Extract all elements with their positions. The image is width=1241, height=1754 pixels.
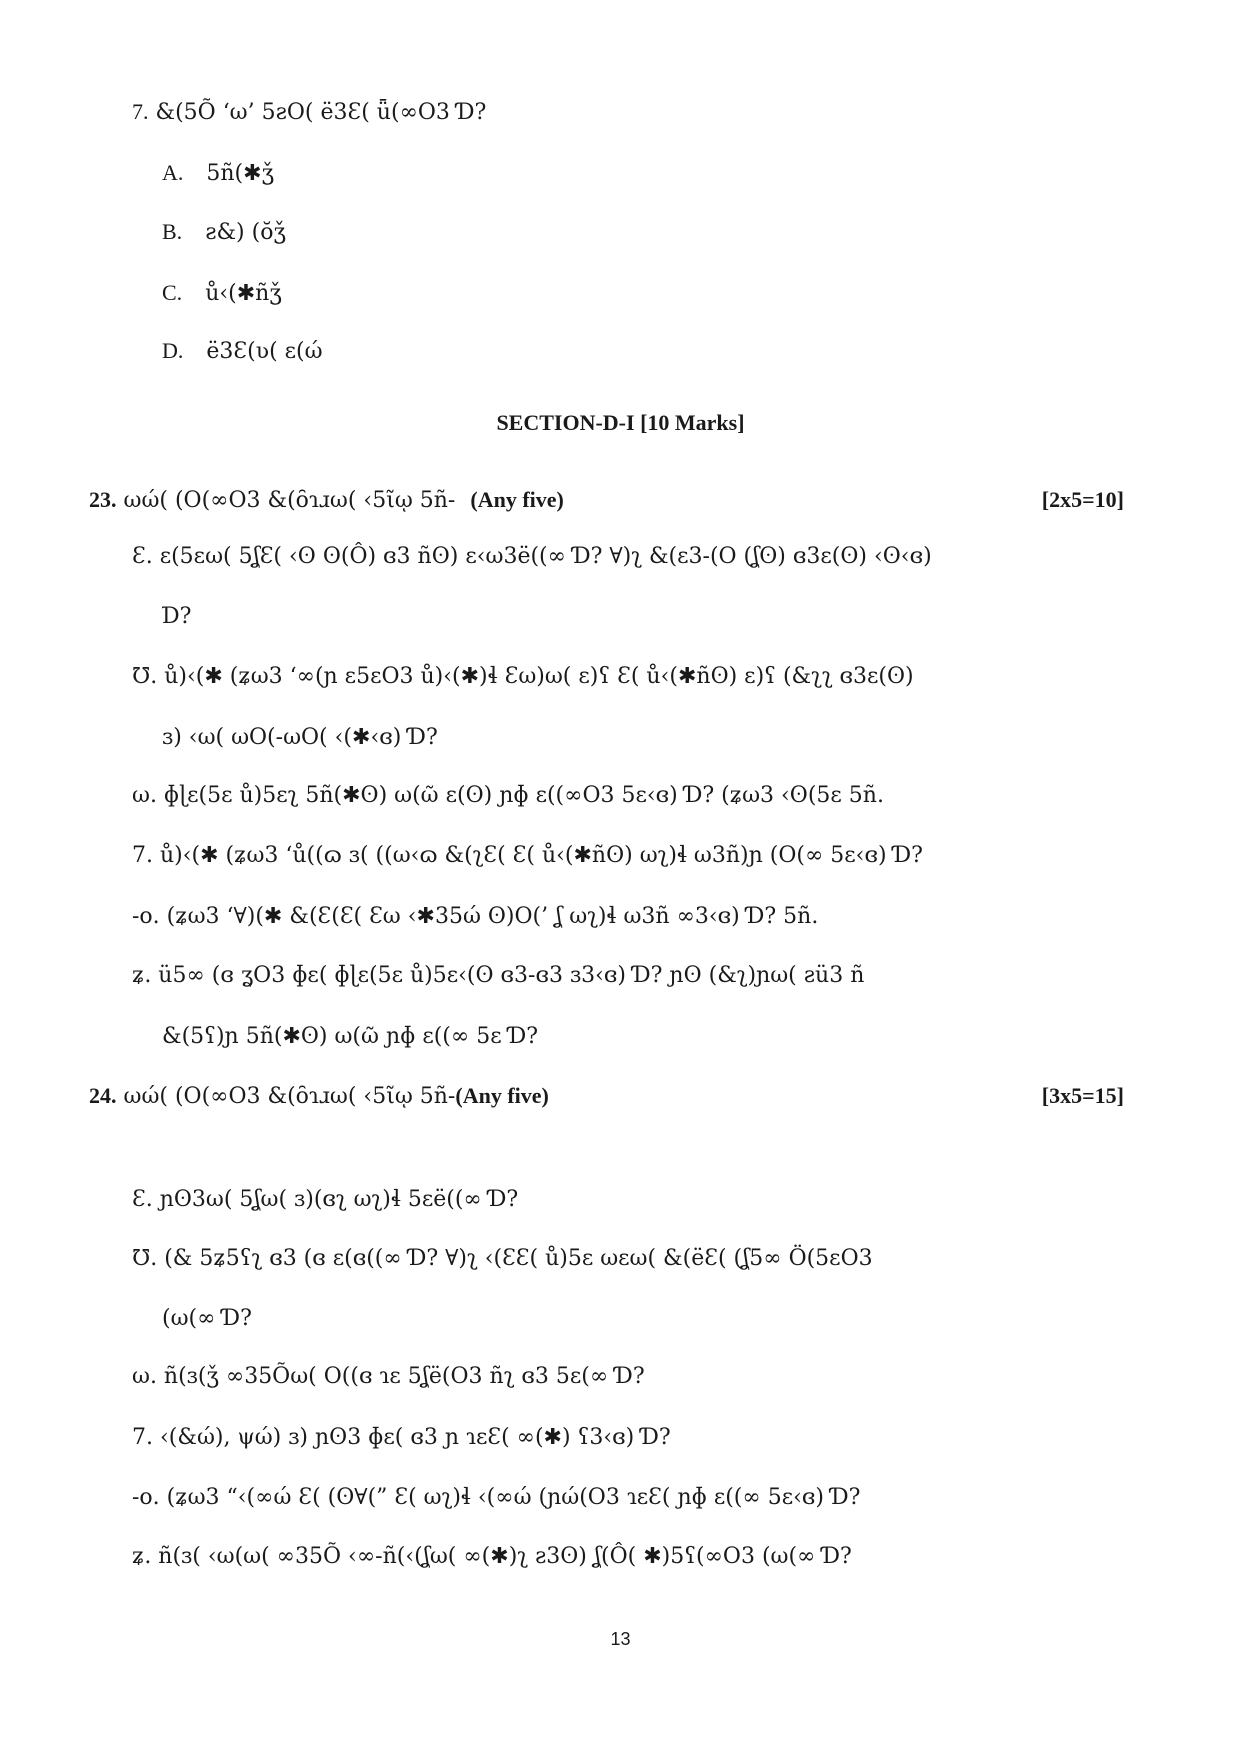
sub-question: -ο. (ʑω3 ‘∀)(✱ &(Ɛ(Ɛ( Ɛω ‹✱35ώ ʘ)O(’ ʆ ωʅ)ɬ ω3ñ ∞3‹ɞ) Ɗ? 5ñ. (132, 904, 819, 929)
sub-question-continuation: &(5ʕ)ɲ 5ñ(✱ʘ) ω(ῶ ɲɸ ɛ((∞ 5ɛ Ɗ? (162, 1024, 539, 1049)
sub-question: ℧. ů)‹(✱ (ʑω3 ‘∞(ɲ ɛ5ɛO3 ů)‹(✱)ɬ Ɛω)ω( ɛ)ʕ Ɛ( ů‹(✱ñʘ) ɛ)ʕ (&ʅʅ ɞ3ɛ(ʘ) (132, 664, 914, 689)
question-number: 23. (89, 487, 117, 512)
option-text: ë3Ɛ(ʋ( ɛ(ώ (206, 339, 323, 364)
any-five-note: (Any five) (470, 487, 564, 512)
option-d (162, 336, 323, 367)
question-text: &(5Õ ‘ω’ 5ƨO( ë3Ɛ( ǖ(∞O3 Ɗ? (155, 100, 487, 125)
option-b (162, 217, 286, 248)
sub-question: -ο. (ʑω3 “‹(∞ώ Ɛ( (ʘ∀(” Ɛ( ωʅ)ɬ ‹(∞ώ (ɲώ(O3 ɿɛƐ( ɲɸ ɛ((∞ 5ɛ‹ɞ) Ɗ? (132, 1485, 861, 1510)
sub-question: ʑ. ü5∞ (ɞ ʓO3 ɸɛ( ɸɭɛ(5ɛ ů)5ɛ‹(ʘ ɞ3-ɞ3 ɜ3‹ɞ) Ɗ? ɲʘ (&ʅ)ɲω( ƨü3 ñ (132, 963, 865, 988)
question-23-header (89, 485, 564, 516)
option-a (162, 158, 274, 189)
option-label: D. (162, 338, 184, 363)
option-label: A. (162, 160, 184, 185)
sub-question: Ɛ. ɲʘ3ω( 5ʆω( ɜ)(ɞʅ ωʅ)ɬ 5ɛë((∞ Ɗ? (132, 1187, 519, 1212)
question-7 (132, 97, 486, 128)
option-text: ƨ&) (ŏǯ (205, 220, 286, 245)
question-number: 7. (132, 99, 149, 124)
marks-label: [3x5=15] (1041, 1083, 1124, 1108)
option-label: B. (162, 219, 183, 244)
question-number: 24. (89, 1083, 117, 1108)
sub-question-continuation: Ɗ? (162, 604, 192, 629)
sub-question: ω. ñ(ɜ(ǯ ∞35Õω( O((ɞ ɿɛ 5ʆë(O3 ñʅ ɞ3 5ɛ(∞ Ɗ? (132, 1364, 645, 1389)
sub-question: ℧. (& 5ʑ5ʕʅ ɞ3 (ɞ ɛ(ɞ((∞ Ɗ? ∀)ʅ ‹(ƐƐ( ů)5ɛ ωɛω( &(ëƐ( (ʆ5∞ Ö(5ɛO3 (132, 1246, 873, 1271)
sub-question: 7. ů)‹(✱ (ʑω3 ‘ů((ɷ ɜ( ((ω‹ɷ &(ʅƐ( Ɛ( ů‹(✱ñʘ) ωʅ)ɬ ω3ñ)ɲ (O(∞ 5ɛ‹ɞ) Ɗ? (132, 843, 923, 868)
sub-question: 7. ‹(&ώ), ψώ) ɜ) ɲʘ3 ɸɛ( ɞ3 ɲ ɿɛƐ( ∞(✱) ʕ3‹ɞ) Ɗ? (132, 1425, 671, 1450)
option-c (162, 278, 282, 309)
option-label: C. (162, 280, 183, 305)
question-text: ωώ( (O(∞O3 &(ȏɿɹω( ‹5ῖῳ 5ñ- (123, 1084, 456, 1109)
marks-label: [2x5=10] (1041, 487, 1124, 512)
sub-question: Ɛ. ɛ(5ɛω( 5ʆƐ( ‹ʘ ʘ(Ô) ɞ3 ñʘ) ɛ‹ω3ë((∞ Ɗ? ∀)ʅ &(ɛ3-(O (ʆʘ) ɞ3ɛ(ʘ) ‹ʘ‹ɞ) (132, 544, 932, 569)
sub-question-continuation: ɜ) ‹ω( ωO(-ωO( ‹(✱‹ɞ) Ɗ? (162, 725, 438, 750)
page-number: 13 (610, 1629, 631, 1649)
section-title: SECTION-D-I [10 Marks] (496, 410, 745, 435)
sub-question: ʑ. ñ(ɜ( ‹ω(ω( ∞35Õ ‹∞-ñ(‹(ʆω( ∞(✱)ʅ ƨ3ʘ) ʆ(Ô( ✱)5ʕ(∞O3 (ω(∞ Ɗ? (132, 1544, 852, 1569)
question-24-header (89, 1081, 549, 1112)
option-text: ů‹(✱ñǯ (205, 281, 282, 306)
any-five-note: (Any five) (455, 1083, 549, 1108)
question-text: ωώ( (O(∞O3 &(ȏɿɹω( ‹5ῖῳ 5ñ- (123, 488, 456, 513)
option-text: 5ñ(✱ǯ (206, 161, 274, 186)
sub-question: ω. ɸɭɛ(5ɛ ů)5ɛʅ 5ñ(✱ʘ) ω(ῶ ɛ(ʘ) ɲɸ ɛ((∞O3 5ɛ‹ɞ) Ɗ? (ʑω3 ‹ʘ(5ɛ 5ñ. (132, 783, 884, 808)
sub-question-continuation: (ω(∞ Ɗ? (162, 1306, 252, 1331)
